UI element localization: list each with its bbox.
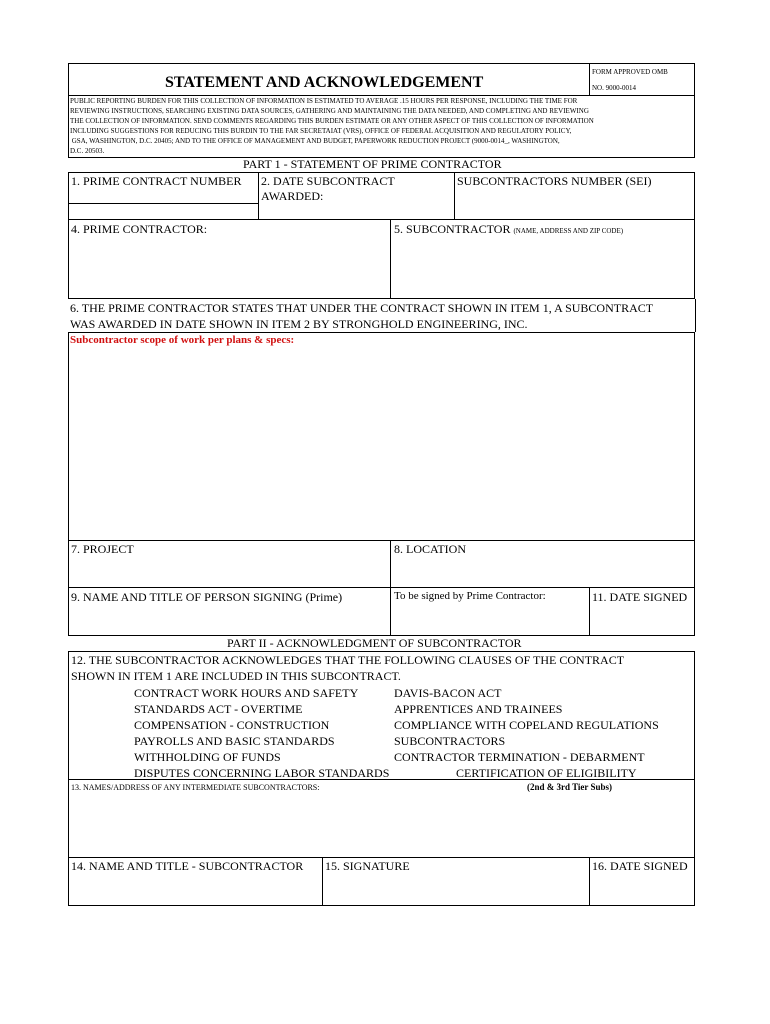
field-12-line1: 12. THE SUBCONTRACTOR ACKNOWLEDGES THAT THE FOLLOWING CLAUSES OF THE CONTRACT: [71, 653, 625, 667]
scope-label: Subcontractor scope of work per plans & specs:: [70, 334, 295, 346]
clause-item: CERTIFICATION OF ELIGIBILITY: [456, 766, 637, 780]
omb-divider: [589, 63, 590, 95]
prime-contract-number-input[interactable]: [69, 204, 257, 219]
burden-line: GSA, WASHINGTON, D.C. 20405; AND TO THE OFFICE OF MANAGEMENT AND BUDGET, PAPERWORK REDUCTION PROJECT (9000-0014_, WASHINGTON,: [70, 137, 560, 145]
clause-item: SUBCONTRACTORS: [394, 734, 506, 748]
divider: [454, 172, 455, 220]
scope-input[interactable]: [69, 350, 694, 540]
field-14-label: 14. NAME AND TITLE - SUBCONTRACTOR: [71, 859, 304, 873]
burden-line: THE COLLECTION OF INFORMATION. SEND COMMENTS REGARDING THIS BURDEN ESTIMATE OR ANY OTHER ASPECT OF THIS COLLECTION OF INFORMATION: [70, 117, 594, 125]
project-input[interactable]: [69, 558, 389, 587]
field-6-line2: WAS AWARDED IN DATE SHOWN IN ITEM 2 BY STRONGHOLD ENGINEERING, INC.: [70, 317, 528, 331]
field-13-label: 13. NAMES/ADDRESS OF ANY INTERMEDIATE SUBCONTRACTORS:: [71, 783, 320, 792]
field-16-label: 16. DATE SIGNED: [592, 859, 688, 873]
field-11-label: 11. DATE SIGNED: [592, 590, 688, 604]
clause-item: DAVIS-BACON ACT: [394, 686, 502, 700]
prime-signature-input[interactable]: [391, 606, 588, 635]
burden-statement: [70, 96, 692, 156]
burden-line: D.C. 20503.: [70, 147, 105, 155]
prime-date-input[interactable]: [590, 606, 694, 635]
field-2-label: 2. DATE SUBCONTRACT: [261, 174, 395, 188]
part2-heading: PART II - ACKNOWLEDGMENT OF SUBCONTRACTOR: [227, 636, 522, 650]
field-7-label: 7. PROJECT: [71, 542, 134, 556]
field-2-label-cont: AWARDED:: [261, 189, 324, 203]
clause-item: STANDARDS ACT - OVERTIME: [134, 702, 303, 716]
sub-signer-input[interactable]: [69, 875, 321, 905]
burden-line: PUBLIC REPORTING BURDEN FOR THIS COLLECTION OF INFORMATION IS ESTIMATED TO AVERAGE .15 HOURS PER RESPONSE, INCLUDING THE TIME FOR: [70, 97, 578, 105]
part1-heading: PART 1 - STATEMENT OF PRIME CONTRACTOR: [243, 157, 502, 171]
clause-item: COMPLIANCE WITH COPELAND REGULATIONS: [394, 718, 659, 732]
clause-item: CONTRACT WORK HOURS AND SAFETY: [134, 686, 359, 700]
clauses-left: [134, 685, 389, 781]
field-5-label: [394, 222, 623, 237]
field-4-label: 4. PRIME CONTRACTOR:: [71, 222, 208, 236]
field-12-line2: SHOWN IN ITEM 1 ARE INCLUDED IN THIS SUBCONTRACT.: [71, 669, 401, 683]
subcontractor-input[interactable]: [391, 238, 694, 298]
field-10-label: To be signed by Prime Contractor:: [394, 590, 546, 602]
burden-line: INCLUDING SUGGESTIONS FOR REDUCING THIS BURDIN TO THE FAR SECRETAIAT (VRS), OFFICE OF FEDERAL ACQUISITION AND REGULATORY POLICY,: [70, 127, 572, 135]
field-1-label: 1. PRIME CONTRACT NUMBER: [71, 174, 242, 188]
clause-item: WITHHOLDING OF FUNDS: [134, 750, 281, 764]
prime-contractor-input[interactable]: [69, 238, 389, 298]
location-input[interactable]: [391, 558, 694, 587]
sub-date-input[interactable]: [590, 875, 694, 905]
field-3-label: SUBCONTRACTORS NUMBER (SEI): [457, 174, 652, 188]
field-13-note: (2nd & 3rd Tier Subs): [527, 782, 613, 792]
field-5-note: (NAME, ADDRESS AND ZIP CODE): [513, 227, 624, 235]
omb-number: NO. 9000-0014: [592, 84, 636, 92]
burden-line: REVIEWING INSTRUCTIONS, SEARCHING EXISTING DATA SOURCES, GATHERING AND MAINTAINING THE DATA NEEDED, AND COMPLETING AND REVIEWING: [70, 107, 589, 115]
clause-item: APPRENTICES AND TRAINEES: [394, 702, 563, 716]
clause-item: CONTRACTOR TERMINATION - DEBARMENT: [394, 750, 645, 764]
prime-signer-input[interactable]: [69, 606, 389, 635]
divider: [258, 172, 259, 220]
field-5-text: 5. SUBCONTRACTOR: [394, 222, 511, 236]
omb-label: FORM APPROVED OMB: [592, 68, 668, 76]
field-6-line1: 6. THE PRIME CONTRACTOR STATES THAT UNDER THE CONTRACT SHOWN IN ITEM 1, A SUBCONTRACT: [70, 301, 654, 315]
field-8-label: 8. LOCATION: [394, 542, 466, 556]
form-title: STATEMENT AND ACKNOWLEDGEMENT: [165, 74, 484, 91]
clause-item: COMPENSATION - CONSTRUCTION: [134, 718, 330, 732]
intermediate-subs-input[interactable]: [69, 796, 694, 857]
clauses-right: [394, 685, 659, 781]
clause-item: DISPUTES CONCERNING LABOR STANDARDS: [134, 766, 390, 780]
sub-signature-input[interactable]: [323, 875, 588, 905]
field-9-label: 9. NAME AND TITLE OF PERSON SIGNING (Prime): [71, 590, 343, 604]
divider: [695, 299, 696, 332]
field-15-label: 15. SIGNATURE: [325, 859, 410, 873]
clause-item: PAYROLLS AND BASIC STANDARDS: [134, 734, 335, 748]
